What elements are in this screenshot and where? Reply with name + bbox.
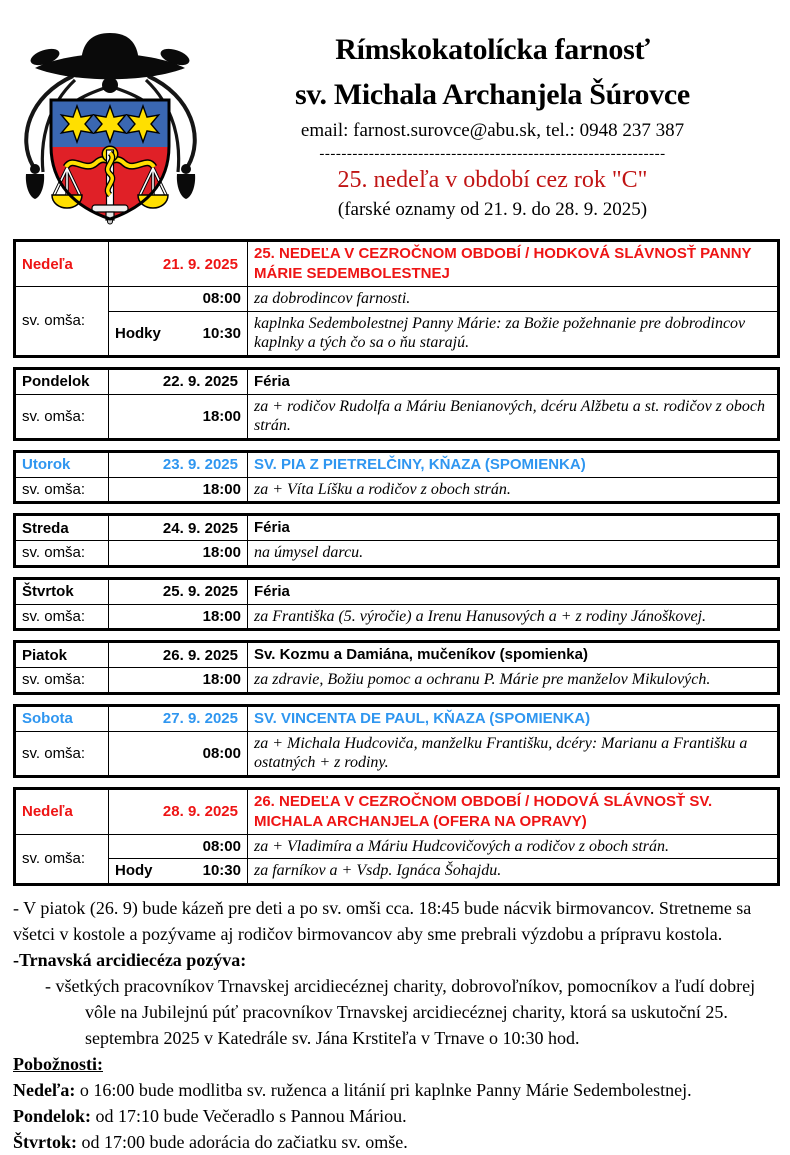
- stars-icon: [61, 106, 158, 142]
- announcement-3: - všetkých pracovníkov Trnavskej arcidiecéznej charity, dobrovoľníkov, pomocníkov a ľudí dobrej vôle na Jubilejnú púť pracovníkov Trnavskej arcidiecéznej charity, ktorá sa uskutoční 25. septembra 2025 v Katedrále sv. Jána Krstiteľa v Trnave o 10:30 hod.: [45, 975, 756, 1048]
- mass-time: 10:30: [202, 324, 241, 342]
- announcements: [13, 895, 777, 1155]
- mass-intention: za + Víta Líšku a rodičov z oboch strán.: [248, 477, 779, 503]
- announcement-6: [13, 1103, 777, 1129]
- day-name: Nedeľa: [15, 788, 109, 834]
- mass-intention: za zdravie, Božiu pomoc a ochranu P. Márie pre manželov Mikulových.: [248, 668, 779, 694]
- announcement-1: - V piatok (26. 9) bude kázeň pre deti a po sv. omši cca. 18:45 bude nácvik birmovancov. Stretneme sa všetci v kostole a pozývame aj rodičov birmovancov aby sme prebrali výzdobu a prípravu kostola.: [13, 897, 752, 944]
- mass-intention: za + Michala Hudcoviča, manželku Františku, dcéry: Marianu a Františku a ostatných + z rodiny.: [248, 731, 779, 776]
- mass-time: 18:00: [202, 407, 241, 425]
- mass-time-cell: [109, 311, 248, 356]
- announcement-text: od 17:00 bude adorácia do začiatku sv. omše.: [77, 1131, 408, 1152]
- day-block-8: [13, 787, 780, 886]
- day-name: Nedeľa: [15, 241, 109, 287]
- mass-time-cell: [109, 287, 248, 312]
- mass-time: 18:00: [202, 607, 241, 625]
- mass-time-wrap: [115, 408, 241, 425]
- parish-title-line2: sv. Michala Archanjela Šúrovce: [295, 77, 690, 111]
- day-date: 24. 9. 2025: [109, 515, 248, 541]
- mass-time-wrap: [115, 608, 241, 625]
- day-block-5: [13, 577, 780, 632]
- day-date: 26. 9. 2025: [109, 642, 248, 668]
- mass-time-wrap: [115, 325, 241, 342]
- announcement-day-lead: Štvrtok:: [13, 1131, 77, 1152]
- week-subtitle: (farské oznamy od 21. 9. do 28. 9. 2025): [337, 199, 648, 220]
- day-date: 28. 9. 2025: [109, 788, 248, 834]
- shield-icon: [51, 100, 169, 226]
- parish-coat-of-arms: [13, 26, 208, 229]
- mass-time-cell: [109, 731, 248, 776]
- day-block-3: [13, 450, 780, 505]
- mass-time: 08:00: [202, 290, 241, 308]
- mass-time-wrap: [115, 671, 241, 688]
- announcement-2: -Trnavská arcidiecéza pozýva:: [13, 949, 247, 970]
- feast-title: Féria: [248, 515, 779, 541]
- parish-title-line1: Rímskokatolícka farnosť: [335, 33, 650, 66]
- mass-intention: kaplnka Sedembolestnej Panny Márie: za Božie požehnanie pre dobrodincov kaplnky a tých čo sa o ňu starajú.: [248, 311, 779, 356]
- mass-label: sv. omša:: [15, 287, 109, 357]
- mass-time-wrap: [115, 290, 241, 307]
- mass-time-cell: [109, 668, 248, 694]
- mass-time-cell: [109, 859, 248, 885]
- mass-intention: na úmysel darcu.: [248, 541, 779, 567]
- mass-time-wrap: [115, 544, 241, 561]
- mass-intention: za Františka (5. výročie) a Irenu Hanusových a + z rodiny Jánoškovej.: [248, 604, 779, 630]
- mass-time: 08:00: [202, 744, 241, 762]
- day-date: 25. 9. 2025: [109, 578, 248, 604]
- mass-time: 18:00: [202, 480, 241, 498]
- announcement-7: [13, 1129, 777, 1155]
- announcement-4: Pobožnosti:: [13, 1053, 103, 1074]
- day-name: Sobota: [15, 705, 109, 731]
- mass-intention: za + rodičov Rudolfa a Máriu Benianových, dcéru Alžbetu a st. rodičov z oboch strán.: [248, 394, 779, 439]
- masthead: [13, 24, 777, 229]
- mass-name-label: Hodky: [115, 324, 161, 342]
- mass-label: sv. omša:: [15, 477, 109, 503]
- mass-intention: za + Vladimíra a Máriu Hudcovičových a rodičov z oboch strán.: [248, 834, 779, 859]
- feast-title: Féria: [248, 368, 779, 394]
- mass-time: 10:30: [202, 862, 241, 880]
- mass-time-cell: [109, 394, 248, 439]
- mass-time: 08:00: [202, 837, 241, 855]
- announcement-day-lead: Nedeľa:: [13, 1079, 76, 1100]
- day-block-4: [13, 513, 780, 568]
- day-name: Utorok: [15, 451, 109, 477]
- day-name: Piatok: [15, 642, 109, 668]
- day-name: Streda: [15, 515, 109, 541]
- mass-time-wrap: [115, 862, 241, 879]
- week-title: 25. nedeľa v období cez rok "C": [337, 167, 648, 193]
- day-date: 27. 9. 2025: [109, 705, 248, 731]
- mass-label: sv. omša:: [15, 834, 109, 884]
- masthead-text: [208, 24, 777, 221]
- announcement-text: od 17:10 bude Večeradlo s Pannou Máriou.: [91, 1105, 407, 1126]
- mass-time-wrap: [115, 745, 241, 762]
- mass-time: 18:00: [202, 544, 241, 562]
- feast-title: Féria: [248, 578, 779, 604]
- day-block-7: [13, 704, 780, 778]
- mass-intention: za dobrodincov farnosti.: [248, 287, 779, 312]
- announcement-text: o 16:00 bude modlitba sv. ruženca a litánií pri kaplnke Panny Márie Sedembolestnej.: [75, 1079, 692, 1100]
- mass-time-cell: [109, 477, 248, 503]
- feast-title: SV. VINCENTA DE PAUL, KŇAZA (SPOMIENKA): [248, 705, 779, 731]
- day-name: Štvrtok: [15, 578, 109, 604]
- announcement-day-lead: Pondelok:: [13, 1105, 92, 1126]
- mass-label: sv. omša:: [15, 604, 109, 630]
- day-date: 22. 9. 2025: [109, 368, 248, 394]
- mass-name-label: Hody: [115, 862, 153, 880]
- day-name: Pondelok: [15, 368, 109, 394]
- day-date: 23. 9. 2025: [109, 451, 248, 477]
- day-block-6: [13, 640, 780, 695]
- mass-time: 18:00: [202, 671, 241, 689]
- feast-title: 26. NEDEĽA V CEZROČNOM OBDOBÍ / HODOVÁ SLÁVNOSŤ SV. MICHALA ARCHANJELA (OFERA NA OPRAVY): [248, 788, 779, 834]
- feast-title: Sv. Kozmu a Damiána, mučeníkov (spomienka): [248, 642, 779, 668]
- mass-label: sv. omša:: [15, 394, 109, 439]
- mass-time-cell: [109, 541, 248, 567]
- mass-schedule: [13, 239, 777, 886]
- mass-label: sv. omša:: [15, 541, 109, 567]
- day-block-1: [13, 239, 780, 358]
- mass-time-cell: [109, 604, 248, 630]
- day-block-2: [13, 367, 780, 441]
- mass-time-wrap: [115, 481, 241, 498]
- mass-label: sv. omša:: [15, 668, 109, 694]
- mass-intention: za farníkov a + Vsdp. Ignáca Šohajdu.: [248, 859, 779, 885]
- feast-title: 25. NEDEĽA V CEZROČNOM OBDOBÍ / HODKOVÁ SLÁVNOSŤ PANNY MÁRIE SEDEMBOLESTNEJ: [248, 241, 779, 287]
- announcement-5: [13, 1077, 777, 1103]
- mass-time-wrap: [115, 838, 241, 855]
- mass-time-cell: [109, 834, 248, 859]
- coat-of-arms-graphic: [13, 26, 208, 224]
- feast-title: SV. PIA Z PIETRELČINY, KŇAZA (SPOMIENKA): [248, 451, 779, 477]
- separator-dashes: ---------------------------------------------------------------: [319, 146, 666, 162]
- mass-label: sv. omša:: [15, 731, 109, 776]
- galero-hat-icon: [29, 33, 192, 93]
- contact-line: email: farnost.surovce@abu.sk, tel.: 0948 237 387: [300, 120, 685, 141]
- day-date: 21. 9. 2025: [109, 241, 248, 287]
